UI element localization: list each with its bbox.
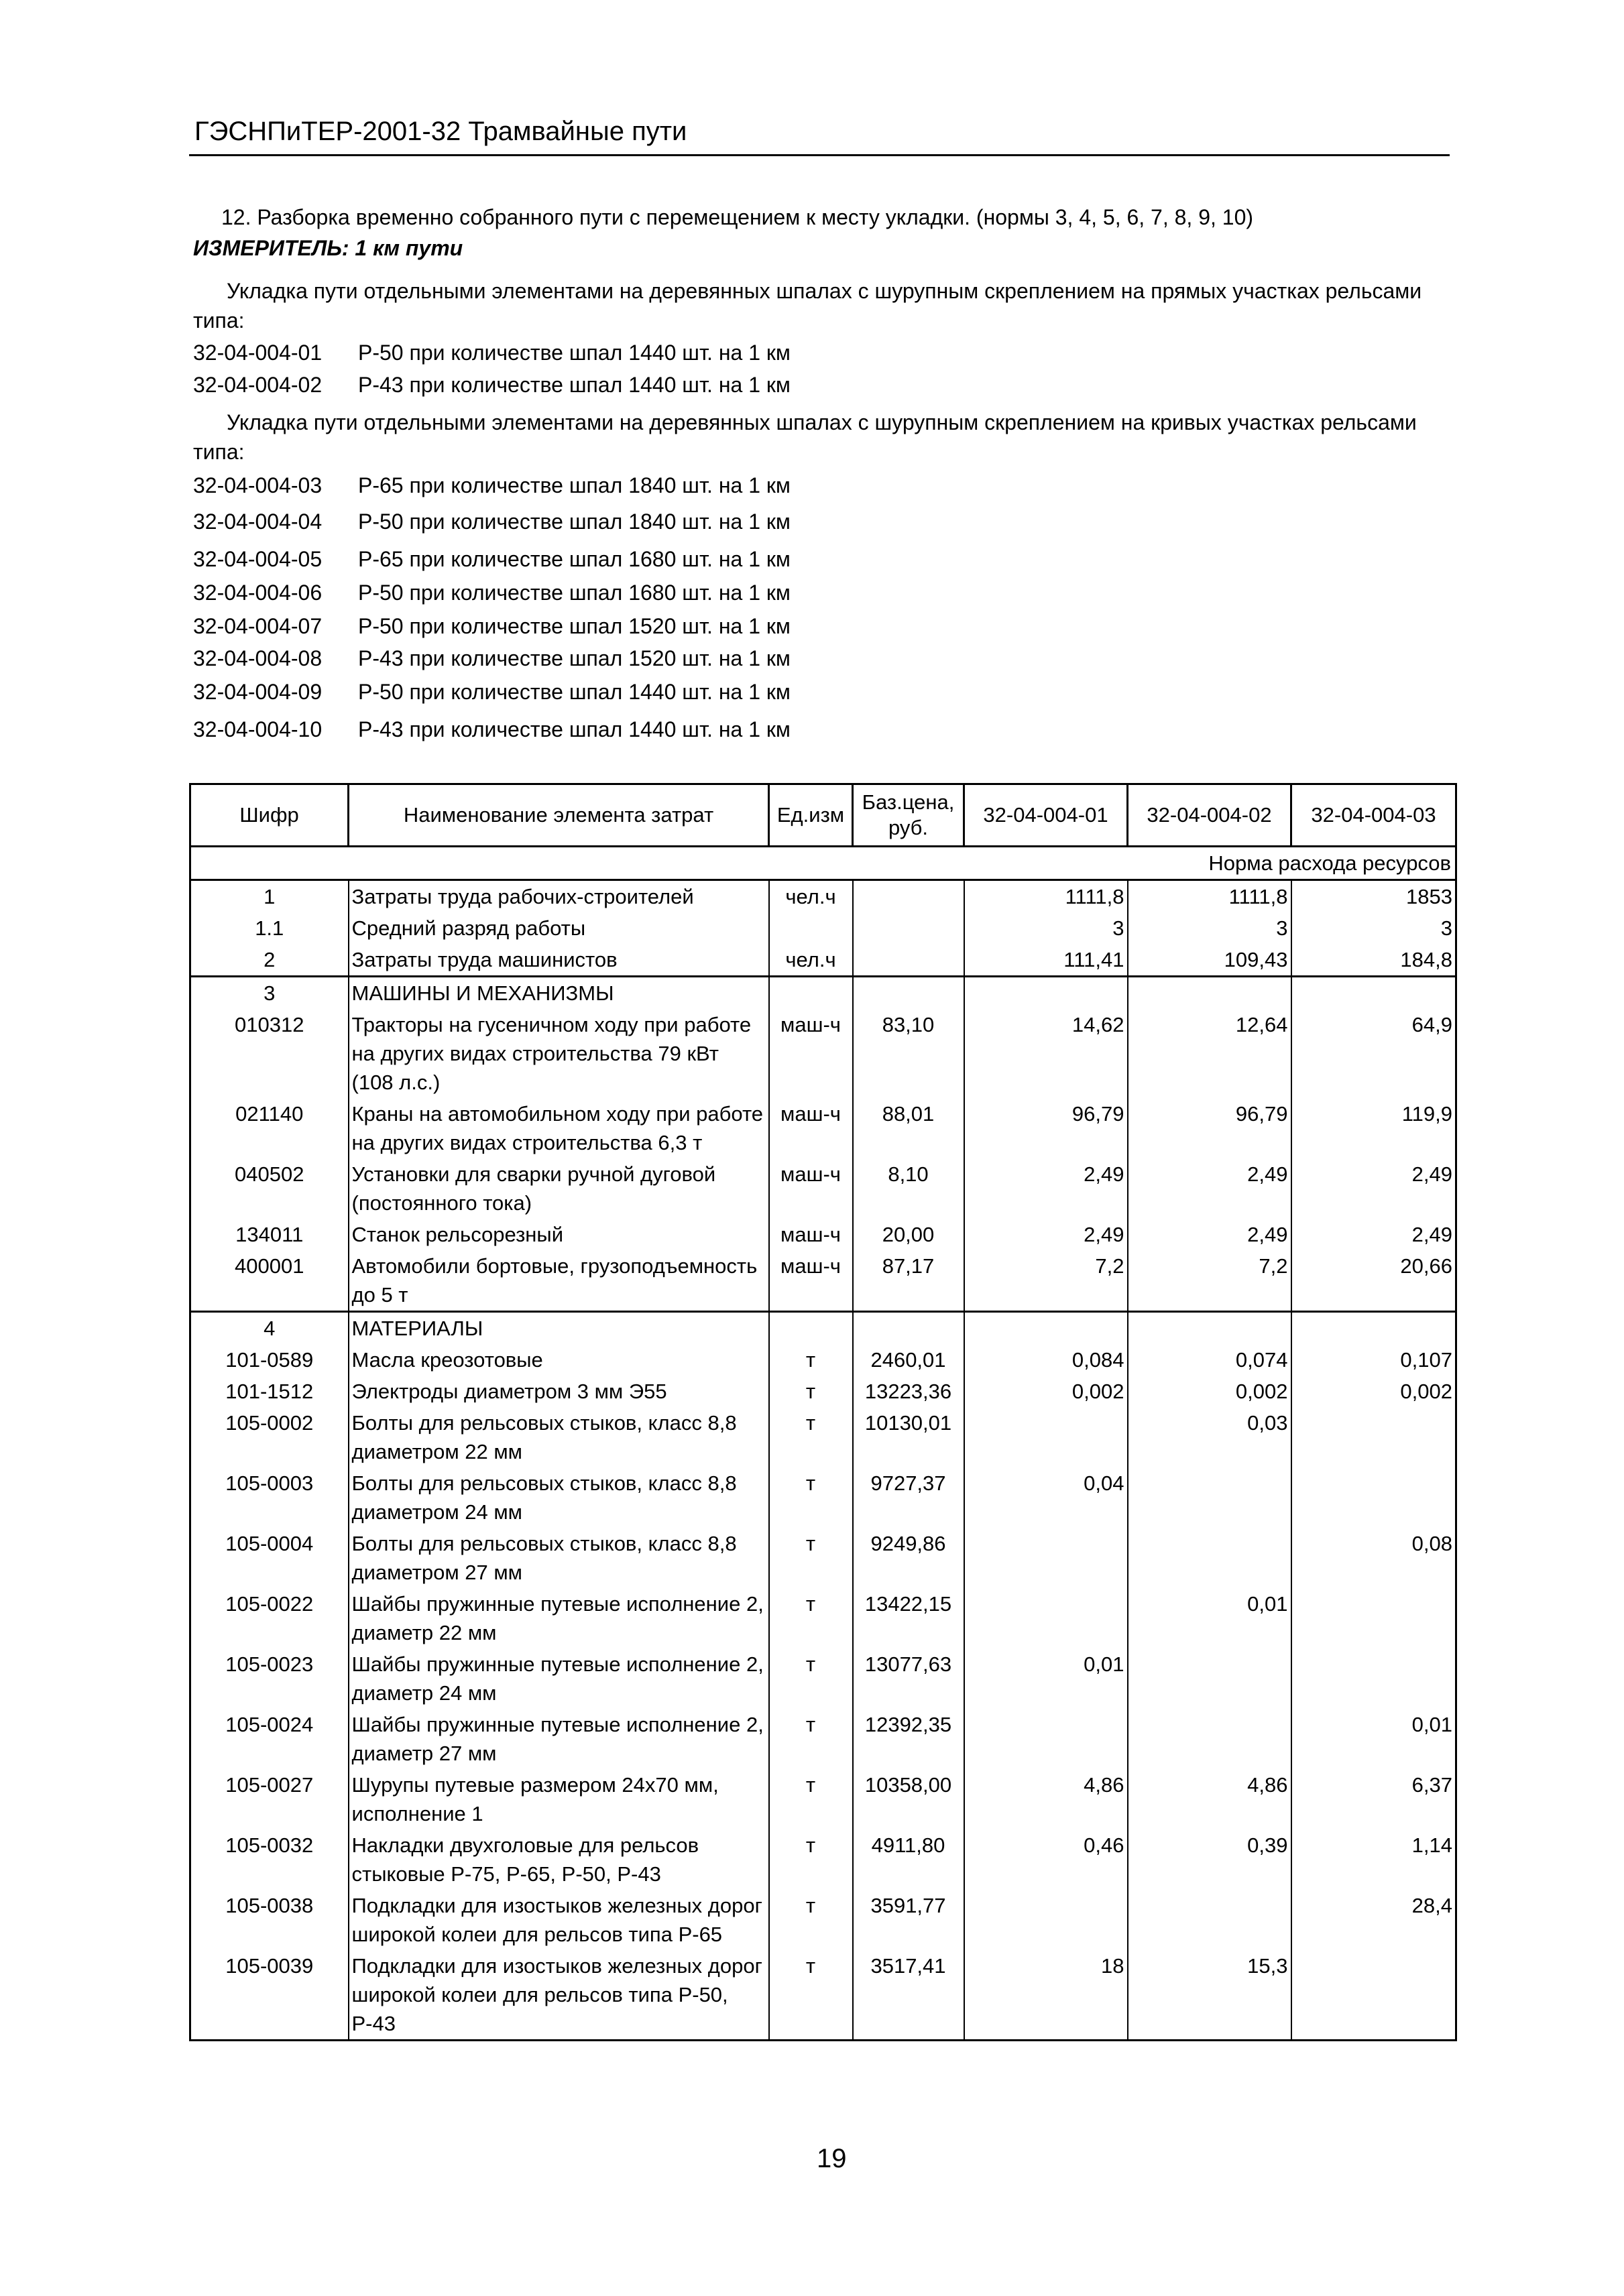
cell-norm-01 [964,977,1128,1010]
cell-unit: т [769,1467,853,1528]
table-row [190,1709,1456,1769]
cell-norm-02 [1128,1890,1291,1950]
cell-code: 105-0002 [190,1407,349,1467]
cell-norm-02: 1111,8 [1128,880,1291,913]
cell-norm-01: 96,79 [964,1098,1128,1158]
norm-description: Р-65 при количестве шпал 1680 шт. на 1 км [358,547,791,571]
cell-unit: т [769,1890,853,1950]
cell-unit: т [769,1528,853,1588]
resource-norms-table [189,783,1457,2041]
norm-description: Р-65 при количестве шпал 1840 шт. на 1 км [358,473,791,497]
cell-code: 1.1 [190,912,349,944]
norm-code: 32-04-004-04 [193,509,323,534]
cell-norm-03 [1291,1467,1456,1528]
cell-code: 105-0032 [190,1829,349,1890]
norm-label: Норма расхода ресурсов [190,847,1456,880]
cell-code: 105-0023 [190,1648,349,1709]
header-divider [189,154,1450,156]
cell-name: Средний разряд работы [349,912,769,944]
cell-price: 3591,77 [853,1890,964,1950]
cell-norm-03: 184,8 [1291,944,1456,977]
table-row [190,1250,1456,1312]
cell-name: Накладки двухголовые для рельсов стыковые Р-75, Р-65, Р-50, Р-43 [349,1829,769,1890]
table-row [190,1407,1456,1467]
cell-norm-01: 111,41 [964,944,1128,977]
cell-norm-03 [1291,1312,1456,1345]
table-row [190,1648,1456,1709]
cell-norm-02 [1128,1648,1291,1709]
table-row [190,1528,1456,1588]
cell-norm-02: 0,002 [1128,1376,1291,1407]
page-number: 19 [817,2144,847,2173]
cell-unit: чел.ч [769,880,853,913]
cell-norm-03: 64,9 [1411,1013,1452,1036]
cell-unit [769,912,853,944]
col-header-norm-01: 32-04-004-01 [964,784,1128,847]
cell-norm-01 [964,1890,1128,1950]
table-row [190,1098,1456,1158]
cell-name: Шайбы пружинные путевые исполнение 2, диаметр 22 мм [349,1588,769,1648]
cell-norm-02: 2,49 [1128,1158,1291,1219]
straight-sections-intro: Укладка пути отдельными элементами на деревянных шпалах с шурупным скреплением на прямых участках рельсами типа: [193,279,1422,333]
cell-norm-01: 1111,8 [964,880,1128,913]
cell-norm-02: 0,074 [1128,1344,1291,1376]
cell-norm-01 [964,1528,1128,1588]
cell-norm-01 [964,1709,1128,1769]
cell-unit: т [769,1376,853,1407]
table-row [190,1950,1456,2041]
cell-code: 3 [190,977,349,1010]
cell-unit [769,977,853,1010]
table-row [190,1376,1456,1407]
cell-name: Затраты труда машинистов [349,944,769,977]
table-row [190,1890,1456,1950]
norm-code: 32-04-004-05 [193,547,323,571]
cell-price [853,977,964,1010]
cell-norm-03: 2,49 [1411,1223,1452,1246]
table-row [190,1009,1456,1098]
norm-code: 32-04-004-06 [193,581,323,605]
cell-name: Шурупы путевые размером 24х70 мм, исполнение 1 [349,1769,769,1829]
norm-code: 32-04-004-09 [193,680,323,704]
cell-price: 8,10 [853,1158,964,1219]
cell-name: Болты для рельсовых стыков, класс 8,8 диаметром 24 мм [349,1467,769,1528]
section-title: 12. Разборка временно собранного пути с перемещением к месту укладки. (нормы 3, 4, 5, 6, 7, 8, 9, 10) [221,205,1254,229]
norm-code: 32-04-004-03 [193,473,323,497]
cell-norm-03 [1291,1648,1456,1709]
table-row [190,912,1456,944]
cell-unit [769,1312,853,1345]
cell-price: 4911,80 [853,1829,964,1890]
code-row [193,509,791,534]
code-row [193,581,791,605]
cell-name: Болты для рельсовых стыков, класс 8,8 диаметром 22 мм [349,1407,769,1467]
cell-norm-03 [1291,1407,1456,1467]
cell-code: 101-0589 [190,1344,349,1376]
cell-price: 9249,86 [853,1528,964,1588]
code-row [193,341,791,365]
cell-price: 9727,37 [853,1467,964,1528]
table-row [190,1769,1456,1829]
cell-norm-02 [1128,1709,1291,1769]
cell-name: Затраты труда рабочих-строителей [349,880,769,913]
cell-norm-03: 119,9 [1401,1102,1452,1126]
table-row [190,1588,1456,1648]
cell-norm-03: 2,49 [1411,1162,1452,1186]
table-row [190,1312,1456,1345]
cell-norm-02: 3 [1128,912,1291,944]
cell-unit: маш-ч [769,1219,853,1250]
cell-name: Электроды диаметром 3 мм Э55 [349,1376,769,1407]
cell-price: 20,00 [853,1219,964,1250]
cell-norm-03: 0,002 [1400,1380,1452,1403]
cell-unit: т [769,1648,853,1709]
cell-code: 105-0004 [190,1528,349,1588]
norm-code: 32-04-004-07 [193,614,323,638]
cell-code: 010312 [190,1009,349,1098]
cell-unit: т [769,1407,853,1467]
table-row [190,944,1456,977]
cell-unit: маш-ч [769,1250,853,1312]
cell-code: 4 [190,1312,349,1345]
code-row [193,473,791,498]
cell-price [853,1312,964,1345]
cell-norm-01: 2,49 [964,1158,1128,1219]
col-header-norm-02: 32-04-004-02 [1128,784,1291,847]
cell-price: 13422,15 [853,1588,964,1648]
code-row [193,680,791,705]
cell-name: Подкладки для изостыков железных дорог широкой колеи для рельсов типа Р-50, Р-43 [349,1950,769,2041]
cell-price: 88,01 [853,1098,964,1158]
col-header-code: Шифр [190,784,349,847]
cell-price: 12392,35 [853,1709,964,1769]
cell-name: Автомобили бортовые, грузоподъемность до 5 т [349,1250,769,1312]
cell-price: 87,17 [853,1250,964,1312]
cell-norm-01: 0,04 [964,1467,1128,1528]
cell-code: 134011 [190,1219,349,1250]
cell-norm-03: 28,4 [1411,1894,1452,1917]
norm-code: 32-04-004-02 [193,373,323,397]
cell-norm-03: 1,14 [1411,1833,1452,1857]
cell-name: Станок рельсорезный [349,1219,769,1250]
cell-norm-01: 0,002 [964,1376,1128,1407]
cell-code: 105-0024 [190,1709,349,1769]
table-row [190,1467,1456,1528]
cell-code: 105-0022 [190,1588,349,1648]
cell-code: 105-0027 [190,1769,349,1829]
cell-unit: маш-ч [769,1158,853,1219]
table-row [190,1829,1456,1890]
code-row [193,547,791,572]
cell-unit: чел.ч [769,944,853,977]
cell-norm-02 [1128,1467,1291,1528]
cell-price: 2460,01 [853,1344,964,1376]
cell-price [853,944,964,977]
cell-price: 3517,41 [853,1950,964,2041]
cell-norm-01: 3 [964,912,1128,944]
cell-norm-03: 3 [1440,916,1452,940]
cell-unit: т [769,1588,853,1648]
cell-norm-01: 0,46 [964,1829,1128,1890]
cell-name: МАТЕРИАЛЫ [349,1312,769,1345]
table-row [190,977,1456,1010]
cell-norm-02 [1128,977,1291,1010]
cell-code: 1 [190,880,349,913]
cell-norm-02 [1128,1312,1291,1345]
code-row [193,646,791,671]
cell-norm-02: 0,01 [1128,1588,1291,1648]
cell-code: 040502 [190,1158,349,1219]
norm-description: Р-50 при количестве шпал 1840 шт. на 1 км [358,509,791,534]
cell-name: Подкладки для изостыков железных дорог широкой колеи для рельсов типа Р-65 [349,1890,769,1950]
col-header-norm-03: 32-04-004-03 [1291,784,1456,847]
norm-description: Р-43 при количестве шпал 1440 шт. на 1 км [358,717,791,741]
cell-norm-01: 0,01 [964,1648,1128,1709]
cell-code: 105-0039 [190,1950,349,2041]
norm-code: 32-04-004-08 [193,646,323,670]
cell-code: 2 [190,944,349,977]
table-row [190,1344,1456,1376]
norm-code: 32-04-004-10 [193,717,323,741]
col-header-unit: Ед.изм [769,784,853,847]
cell-unit: т [769,1709,853,1769]
cell-norm-01: 2,49 [964,1219,1128,1250]
cell-code: 101-1512 [190,1376,349,1407]
norm-description: Р-50 при количестве шпал 1680 шт. на 1 км [358,581,791,605]
code-row [193,717,791,742]
cell-norm-01 [964,1407,1128,1467]
cell-norm-03: 0,08 [1411,1532,1452,1555]
table-header-row [190,784,1456,847]
cell-code: 021140 [190,1098,349,1158]
cell-norm-02: 0,03 [1128,1407,1291,1467]
cell-code: 105-0003 [190,1467,349,1528]
cell-norm-01: 4,86 [964,1769,1128,1829]
col-header-name: Наименование элемента затрат [349,784,769,847]
cell-norm-02: 109,43 [1128,944,1291,977]
cell-norm-02: 15,3 [1128,1950,1291,2041]
cell-norm-01 [964,1588,1128,1648]
cell-norm-03 [1291,1588,1456,1648]
norm-description: Р-50 при количестве шпал 1440 шт. на 1 км [358,680,791,704]
norm-description: Р-43 при количестве шпал 1440 шт. на 1 км [358,373,791,397]
cell-name: Шайбы пружинные путевые исполнение 2, диаметр 24 мм [349,1648,769,1709]
cell-price: 83,10 [853,1009,964,1098]
cell-price [853,912,964,944]
cell-unit: т [769,1344,853,1376]
cell-price: 10358,00 [853,1769,964,1829]
norm-description: Р-50 при количестве шпал 1520 шт. на 1 км [358,614,791,638]
cell-unit: маш-ч [769,1009,853,1098]
page-header-title: ГЭСНПиТЕР-2001-32 Трамвайные пути [194,117,687,146]
norm-description: Р-50 при количестве шпал 1440 шт. на 1 км [358,341,791,365]
curved-sections-intro: Укладка пути отдельными элементами на деревянных шпалах с шурупным скреплением на кривых участках рельсами типа: [193,410,1417,464]
cell-norm-03: 1853 [1406,885,1452,908]
cell-price: 10130,01 [853,1407,964,1467]
cell-unit: т [769,1769,853,1829]
cell-name: МАШИНЫ И МЕХАНИЗМЫ [349,977,769,1010]
cell-norm-02: 12,64 [1128,1009,1291,1098]
cell-norm-02: 7,2 [1128,1250,1291,1312]
cell-norm-03: 6,37 [1411,1773,1452,1797]
col-header-price: Баз.цена, руб. [853,784,964,847]
cell-unit: т [769,1950,853,2041]
cell-name: Краны на автомобильном ходу при работе на других видах строительства 6,3 т [349,1098,769,1158]
norm-description: Р-43 при количестве шпал 1520 шт. на 1 км [358,646,791,670]
cell-norm-02: 2,49 [1128,1219,1291,1250]
cell-norm-01: 18 [964,1950,1128,2041]
cell-norm-02 [1128,1528,1291,1588]
table-row [190,1219,1456,1250]
cell-code: 105-0038 [190,1890,349,1950]
cell-name: Установки для сварки ручной дуговой (постоянного тока) [349,1158,769,1219]
cell-name: Масла креозотовые [349,1344,769,1376]
cell-price: 13077,63 [853,1648,964,1709]
cell-unit: маш-ч [769,1098,853,1158]
cell-unit: т [769,1829,853,1890]
table-row [190,880,1456,913]
norm-label-row [190,847,1456,880]
cell-norm-03: 20,66 [1400,1254,1452,1278]
cell-norm-01: 0,084 [964,1344,1128,1376]
cell-name: Шайбы пружинные путевые исполнение 2, диаметр 27 мм [349,1709,769,1769]
cell-norm-03: 0,107 [1400,1348,1452,1372]
norm-code: 32-04-004-01 [193,341,323,365]
cell-code: 400001 [190,1250,349,1312]
cell-norm-03: 0,01 [1411,1713,1452,1736]
cell-name: Болты для рельсовых стыков, класс 8,8 диаметром 27 мм [349,1528,769,1588]
cell-name: Тракторы на гусеничном ходу при работе на других видах строительства 79 кВт (108 л.с.) [349,1009,769,1098]
code-row [193,614,791,639]
cell-norm-02: 0,39 [1128,1829,1291,1890]
cell-norm-02: 96,79 [1128,1098,1291,1158]
cell-price: 13223,36 [853,1376,964,1407]
cell-norm-03 [1291,977,1456,1010]
cell-norm-01: 7,2 [964,1250,1128,1312]
measure-unit: ИЗМЕРИТЕЛЬ: 1 км пути [193,236,463,260]
cell-norm-01 [964,1312,1128,1345]
cell-norm-03 [1291,1950,1456,2041]
table-row [190,1158,1456,1219]
cell-norm-02: 4,86 [1128,1769,1291,1829]
cell-price [853,880,964,913]
cell-norm-01: 14,62 [964,1009,1128,1098]
code-row [193,373,791,398]
